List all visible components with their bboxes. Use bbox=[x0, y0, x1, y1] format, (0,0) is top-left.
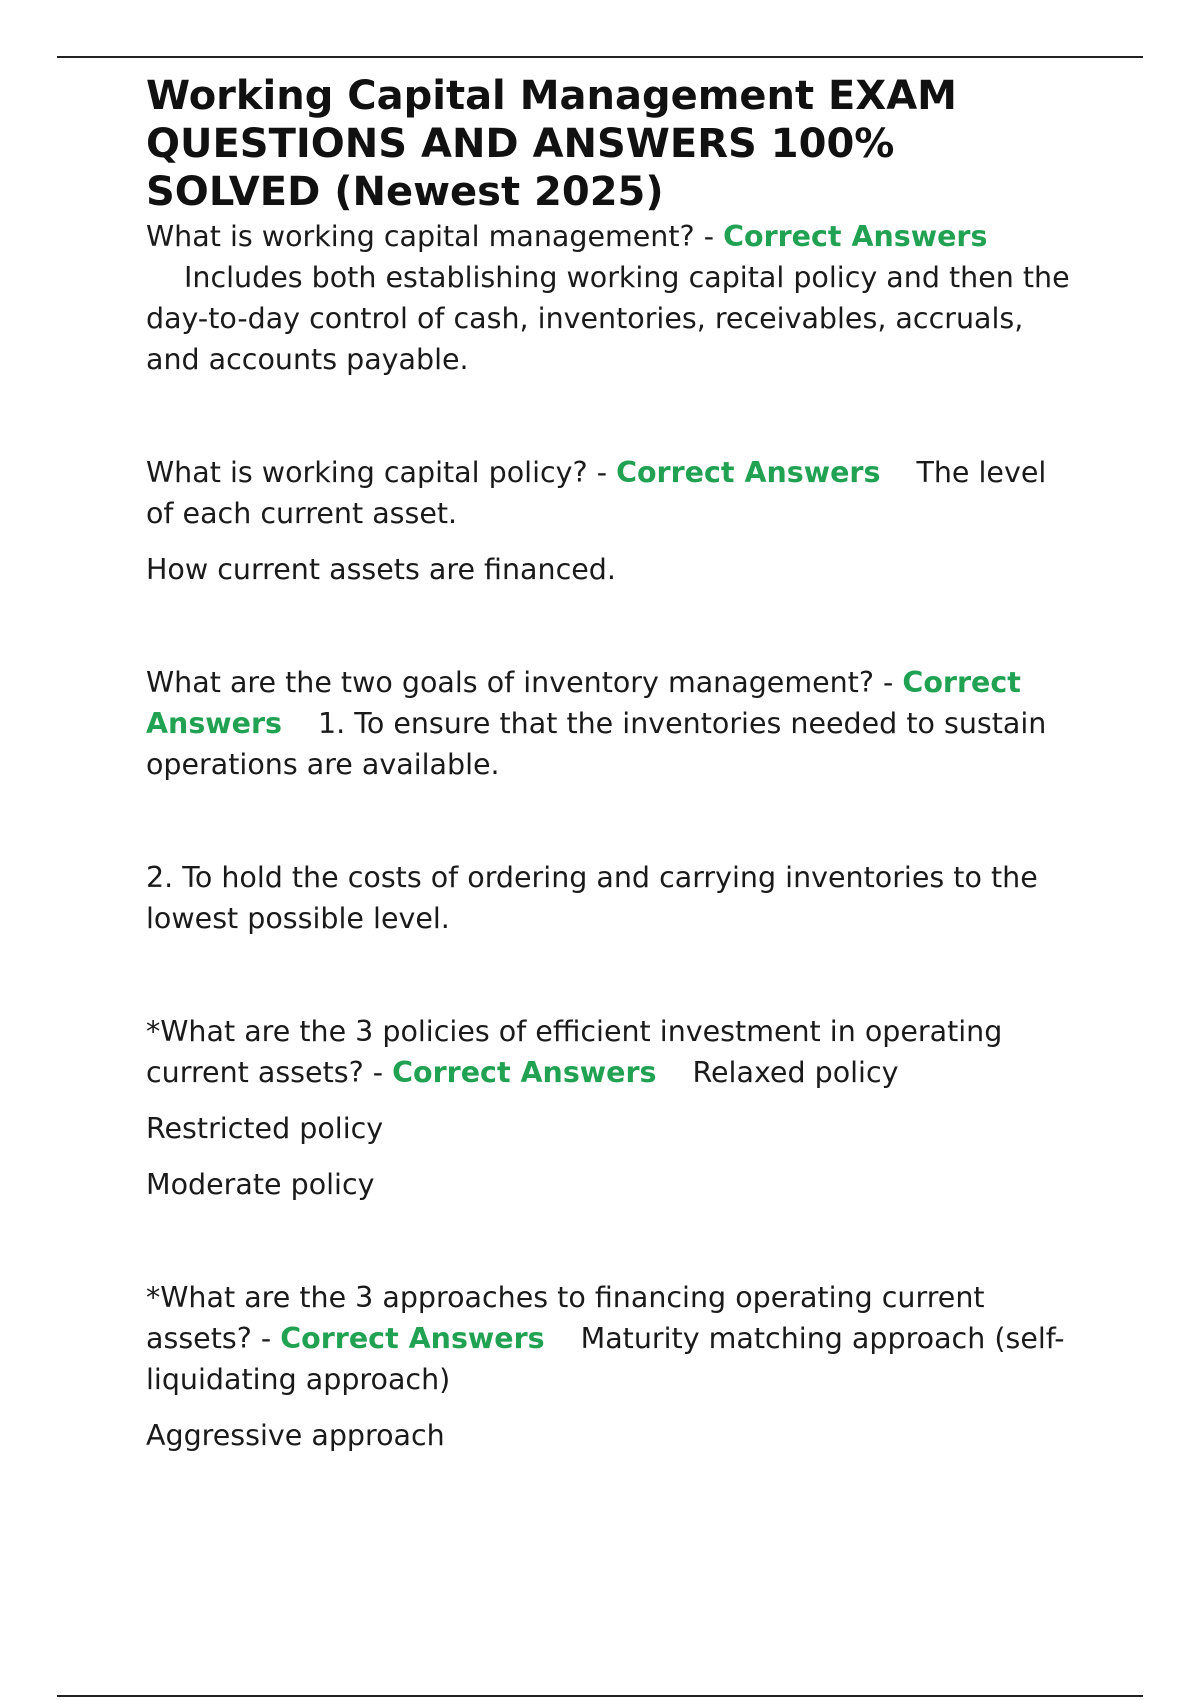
answer-text: Restricted policy bbox=[146, 1112, 384, 1145]
qa-paragraph bbox=[146, 1277, 1076, 1400]
question-text: *What are the 3 policies of efficient investment in operating current assets? - bbox=[146, 1015, 1003, 1089]
answer-text: Relaxed policy bbox=[692, 1056, 899, 1089]
document-title: Working Capital Management EXAM QUESTIONS AND ANSWERS 100% SOLVED (Newest 2025) bbox=[146, 73, 957, 215]
answer-text: Moderate policy bbox=[146, 1168, 375, 1201]
correct-answers-label: Correct Answers bbox=[392, 1056, 657, 1089]
question-text: What are the two goals of inventory management? - bbox=[146, 666, 903, 699]
qa-paragraph bbox=[146, 216, 1076, 380]
correct-answers-label: Correct Answers bbox=[723, 220, 988, 253]
qa-paragraph bbox=[146, 1011, 1076, 1093]
question-text: *What are the 3 approaches to financing operating current assets? - bbox=[146, 1281, 985, 1355]
qa-item bbox=[146, 1011, 1076, 1205]
answer-text: Aggressive approach bbox=[146, 1419, 445, 1452]
correct-answers-label: Correct Answers bbox=[146, 666, 1021, 740]
qa-item bbox=[146, 216, 1076, 380]
answer-text: How current assets are financed. bbox=[146, 553, 616, 586]
answer-text: 1. To ensure that the inventories needed to sustain operations are available. bbox=[146, 707, 1047, 781]
top-rule bbox=[57, 56, 1143, 58]
question-text: What is working capital policy? - bbox=[146, 456, 617, 489]
answer-text: Maturity matching approach (self-liquidating approach) bbox=[146, 1322, 1065, 1396]
bottom-rule bbox=[57, 1695, 1143, 1697]
answer-text: The level of each current asset. bbox=[146, 456, 1047, 530]
correct-answers-label: Correct Answers bbox=[280, 1322, 545, 1355]
qa-paragraph bbox=[146, 662, 1076, 785]
qa-item bbox=[146, 662, 1076, 939]
qa-paragraph bbox=[146, 452, 1076, 534]
answer-text: Includes both establishing working capital policy and then the day-to-day control of cash, inventories, receivables, accruals, and accounts payable. bbox=[146, 261, 1070, 376]
question-text: What is working capital management? - bbox=[146, 220, 724, 253]
correct-answers-label: Correct Answers bbox=[616, 456, 881, 489]
qa-item bbox=[146, 452, 1076, 590]
answer-text: 2. To hold the costs of ordering and carrying inventories to the lowest possible level. bbox=[146, 861, 1038, 935]
document-page bbox=[146, 72, 1076, 1456]
qa-item bbox=[146, 1277, 1076, 1456]
